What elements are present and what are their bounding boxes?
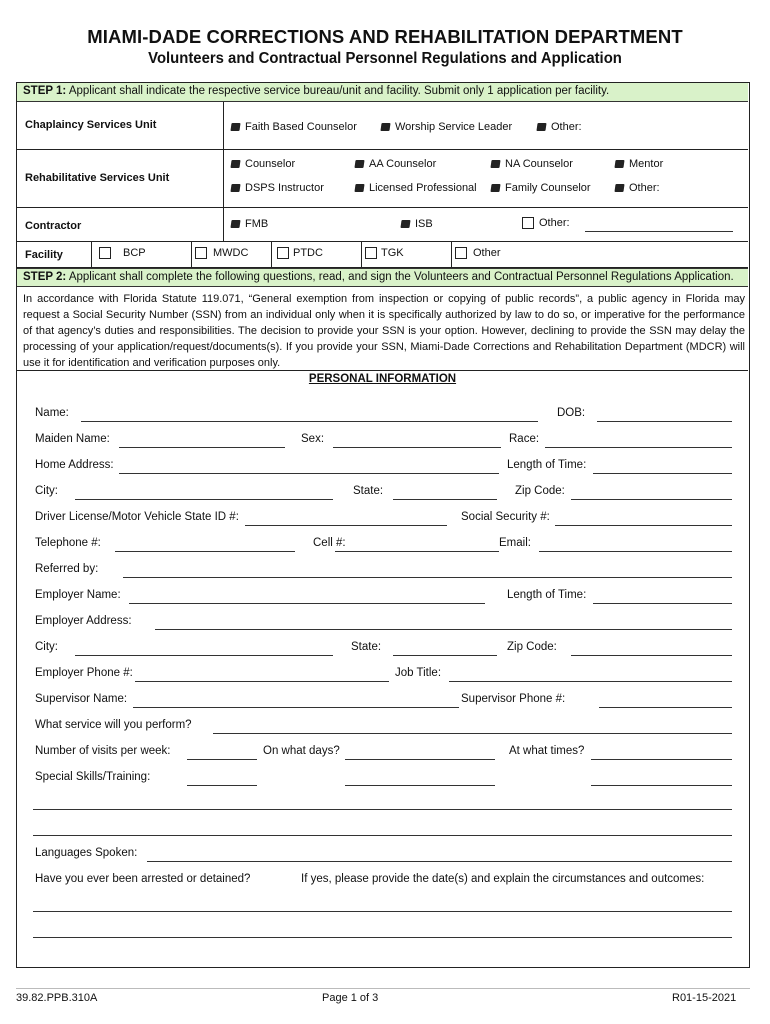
form-number: 39.82.PPB.310A — [16, 992, 98, 1004]
empty-checkbox-icon — [277, 247, 289, 259]
step1-header — [17, 83, 748, 102]
option-contractor-other[interactable]: Other: — [522, 217, 570, 229]
race-label: Race: — [509, 433, 540, 445]
skills-field-2[interactable] — [345, 785, 495, 786]
option-licensed-professional[interactable]: Licensed Professional — [355, 182, 477, 194]
employer-phone-field[interactable] — [135, 681, 389, 682]
checkbox-icon — [490, 160, 500, 168]
length-of-time-label: Length of Time: — [507, 459, 587, 471]
checkbox-icon — [536, 123, 546, 131]
option-mentor[interactable]: Mentor — [615, 158, 663, 170]
checkbox-icon — [230, 184, 240, 192]
facility-tgk[interactable]: TGK — [365, 247, 404, 259]
employer-zip-label: Zip Code: — [507, 641, 557, 653]
arrested-field-1[interactable] — [33, 911, 732, 912]
revision-date: R01-15-2021 — [672, 992, 737, 1004]
employer-name-label: Employer Name: — [35, 589, 121, 601]
employer-length-label: Length of Time: — [507, 589, 587, 601]
rehab-label: Rehabilitative Services Unit — [25, 172, 170, 184]
step2-text: Applicant shall complete the following questions, read, and sign the Volunteers and Contractual Personnel Regulations Application. — [68, 271, 734, 283]
maiden-label: Maiden Name: — [35, 433, 110, 445]
option-isb[interactable]: ISB — [401, 218, 433, 230]
service-field[interactable] — [213, 733, 732, 734]
contractor-other-field[interactable] — [585, 231, 733, 232]
checkbox-icon — [354, 184, 364, 192]
name-label: Name: — [35, 407, 69, 419]
employer-city-field[interactable] — [75, 655, 333, 656]
home-address-label: Home Address: — [35, 459, 114, 471]
checkbox-icon — [230, 123, 240, 131]
driver-license-field[interactable] — [245, 525, 447, 526]
page-number: Page 1 of 3 — [322, 992, 379, 1004]
checkbox-icon — [614, 184, 624, 192]
personal-info-heading: PERSONAL INFORMATION — [308, 373, 457, 385]
empty-checkbox-icon — [365, 247, 377, 259]
job-title-label: Job Title: — [395, 667, 442, 679]
city-label: City: — [35, 485, 58, 497]
skills-field-3[interactable] — [591, 785, 732, 786]
employer-address-label: Employer Address: — [35, 615, 132, 627]
step1-text: Applicant shall indicate the respective service bureau/unit and facility. Submit only 1 application per facility. — [68, 85, 610, 97]
checkbox-icon — [230, 220, 240, 228]
dob-label: DOB: — [557, 407, 586, 419]
ssn-notice: In accordance with Florida Statute 119.071, “General exemption from inspection or copying of public records”, a public agency in Florida may request a Social Security Number (SSN) from an individual only when it is specifically authorized by law to do so, or imperative for the performance of that agency’s duties and responsibilities. The decision to provide your SSN is your option. However, declining to provide the SSN may delay the processing of your application/request/documents(s). If you provide your SSN, Miami-Dade Corrections and Rehabilitation Department (MDCR) will use it for identification and verification purposes only. — [23, 293, 745, 369]
option-dsps-instructor[interactable]: DSPS Instructor — [231, 182, 324, 194]
sex-label: Sex: — [301, 433, 325, 445]
arrested-field-2[interactable] — [33, 937, 732, 938]
option-fmb[interactable]: FMB — [231, 218, 268, 230]
zip-field[interactable] — [571, 499, 732, 500]
contractor-label: Contractor — [25, 220, 82, 232]
employer-state-label: State: — [351, 641, 382, 653]
race-field[interactable] — [545, 447, 732, 448]
option-aa-counselor[interactable]: AA Counselor — [355, 158, 436, 170]
checkbox-icon — [490, 184, 500, 192]
supervisor-phone-label: Supervisor Phone #: — [461, 693, 566, 705]
checkbox-icon — [614, 160, 624, 168]
supervisor-name-label: Supervisor Name: — [35, 693, 128, 705]
facility-label: Facility — [25, 249, 63, 261]
ssn-field[interactable] — [555, 525, 732, 526]
checkbox-icon — [400, 220, 410, 228]
state-field[interactable] — [393, 499, 497, 500]
empty-checkbox-icon — [455, 247, 467, 259]
step2-label: STEP 2: — [23, 271, 67, 283]
skills-field-5[interactable] — [33, 835, 732, 836]
job-title-field[interactable] — [449, 681, 732, 682]
cell-field[interactable] — [335, 551, 499, 552]
email-field[interactable] — [539, 551, 732, 552]
length-of-time-field[interactable] — [593, 473, 732, 474]
empty-checkbox-icon — [99, 247, 111, 259]
option-chaplaincy-other[interactable]: Other: — [537, 121, 582, 133]
skills-field-1[interactable] — [187, 785, 257, 786]
form-subtitle: Volunteers and Contractual Personnel Regulations and Application — [148, 50, 622, 67]
referred-label: Referred by: — [35, 563, 99, 575]
days-label: On what days? — [263, 745, 340, 757]
zip-label: Zip Code: — [515, 485, 565, 497]
skills-field-4[interactable] — [33, 809, 732, 810]
option-rehab-other[interactable]: Other: — [615, 182, 660, 194]
employer-name-field[interactable] — [129, 603, 485, 604]
option-worship-service-leader[interactable]: Worship Service Leader — [381, 121, 512, 133]
maiden-field[interactable] — [119, 447, 285, 448]
checkbox-icon — [354, 160, 364, 168]
email-label: Email: — [499, 537, 531, 549]
arrested-label: Have you ever been arrested or detained? — [35, 873, 251, 885]
option-faith-based-counselor[interactable]: Faith Based Counselor — [231, 121, 357, 133]
empty-checkbox-icon — [522, 217, 534, 229]
employer-zip-field[interactable] — [571, 655, 732, 656]
facility-mwdc[interactable]: MWDC — [195, 247, 248, 259]
employer-city-label: City: — [35, 641, 58, 653]
sex-field[interactable] — [333, 447, 501, 448]
visits-label: Number of visits per week: — [35, 745, 171, 757]
languages-field[interactable] — [147, 861, 732, 862]
employer-phone-label: Employer Phone #: — [35, 667, 133, 679]
days-field[interactable] — [345, 759, 495, 760]
cell-label: Cell #: — [313, 537, 346, 549]
checkbox-icon — [230, 160, 240, 168]
times-label: At what times? — [509, 745, 585, 757]
option-family-counselor[interactable]: Family Counselor — [491, 182, 591, 194]
option-counselor[interactable]: Counselor — [231, 158, 295, 170]
home-address-field[interactable] — [119, 473, 499, 474]
arrested-explain-label: If yes, please provide the date(s) and explain the circumstances and outcomes: — [301, 873, 705, 885]
facility-bcp[interactable]: BCP — [99, 247, 146, 259]
application-form — [16, 82, 750, 968]
employer-length-field[interactable] — [593, 603, 732, 604]
service-label: What service will you perform? — [35, 719, 192, 731]
option-na-counselor[interactable]: NA Counselor — [491, 158, 573, 170]
visits-field[interactable] — [187, 759, 257, 760]
supervisor-phone-field[interactable] — [599, 707, 732, 708]
referred-field[interactable] — [123, 577, 732, 578]
city-field[interactable] — [75, 499, 333, 500]
chaplaincy-label: Chaplaincy Services Unit — [25, 119, 157, 131]
form-title: MIAMI-DADE CORRECTIONS AND REHABILITATION DEPARTMENT — [87, 26, 683, 47]
step2-header — [17, 268, 748, 287]
checkbox-icon — [380, 123, 390, 131]
skills-label: Special Skills/Training: — [35, 771, 151, 783]
languages-label: Languages Spoken: — [35, 847, 138, 859]
step1-label: STEP 1: — [23, 85, 67, 97]
facility-ptdc[interactable]: PTDC — [277, 247, 323, 259]
telephone-label: Telephone #: — [35, 537, 101, 549]
times-field[interactable] — [591, 759, 732, 760]
empty-checkbox-icon — [195, 247, 207, 259]
telephone-field[interactable] — [115, 551, 295, 552]
state-label: State: — [353, 485, 384, 497]
employer-state-field[interactable] — [393, 655, 497, 656]
supervisor-name-field[interactable] — [133, 707, 459, 708]
name-field[interactable] — [81, 421, 538, 422]
ssn-label: Social Security #: — [461, 511, 550, 523]
employer-address-field[interactable] — [155, 629, 732, 630]
facility-other[interactable]: Other — [455, 247, 501, 259]
dob-field[interactable] — [597, 421, 732, 422]
driver-license-label: Driver License/Motor Vehicle State ID #: — [35, 511, 239, 523]
